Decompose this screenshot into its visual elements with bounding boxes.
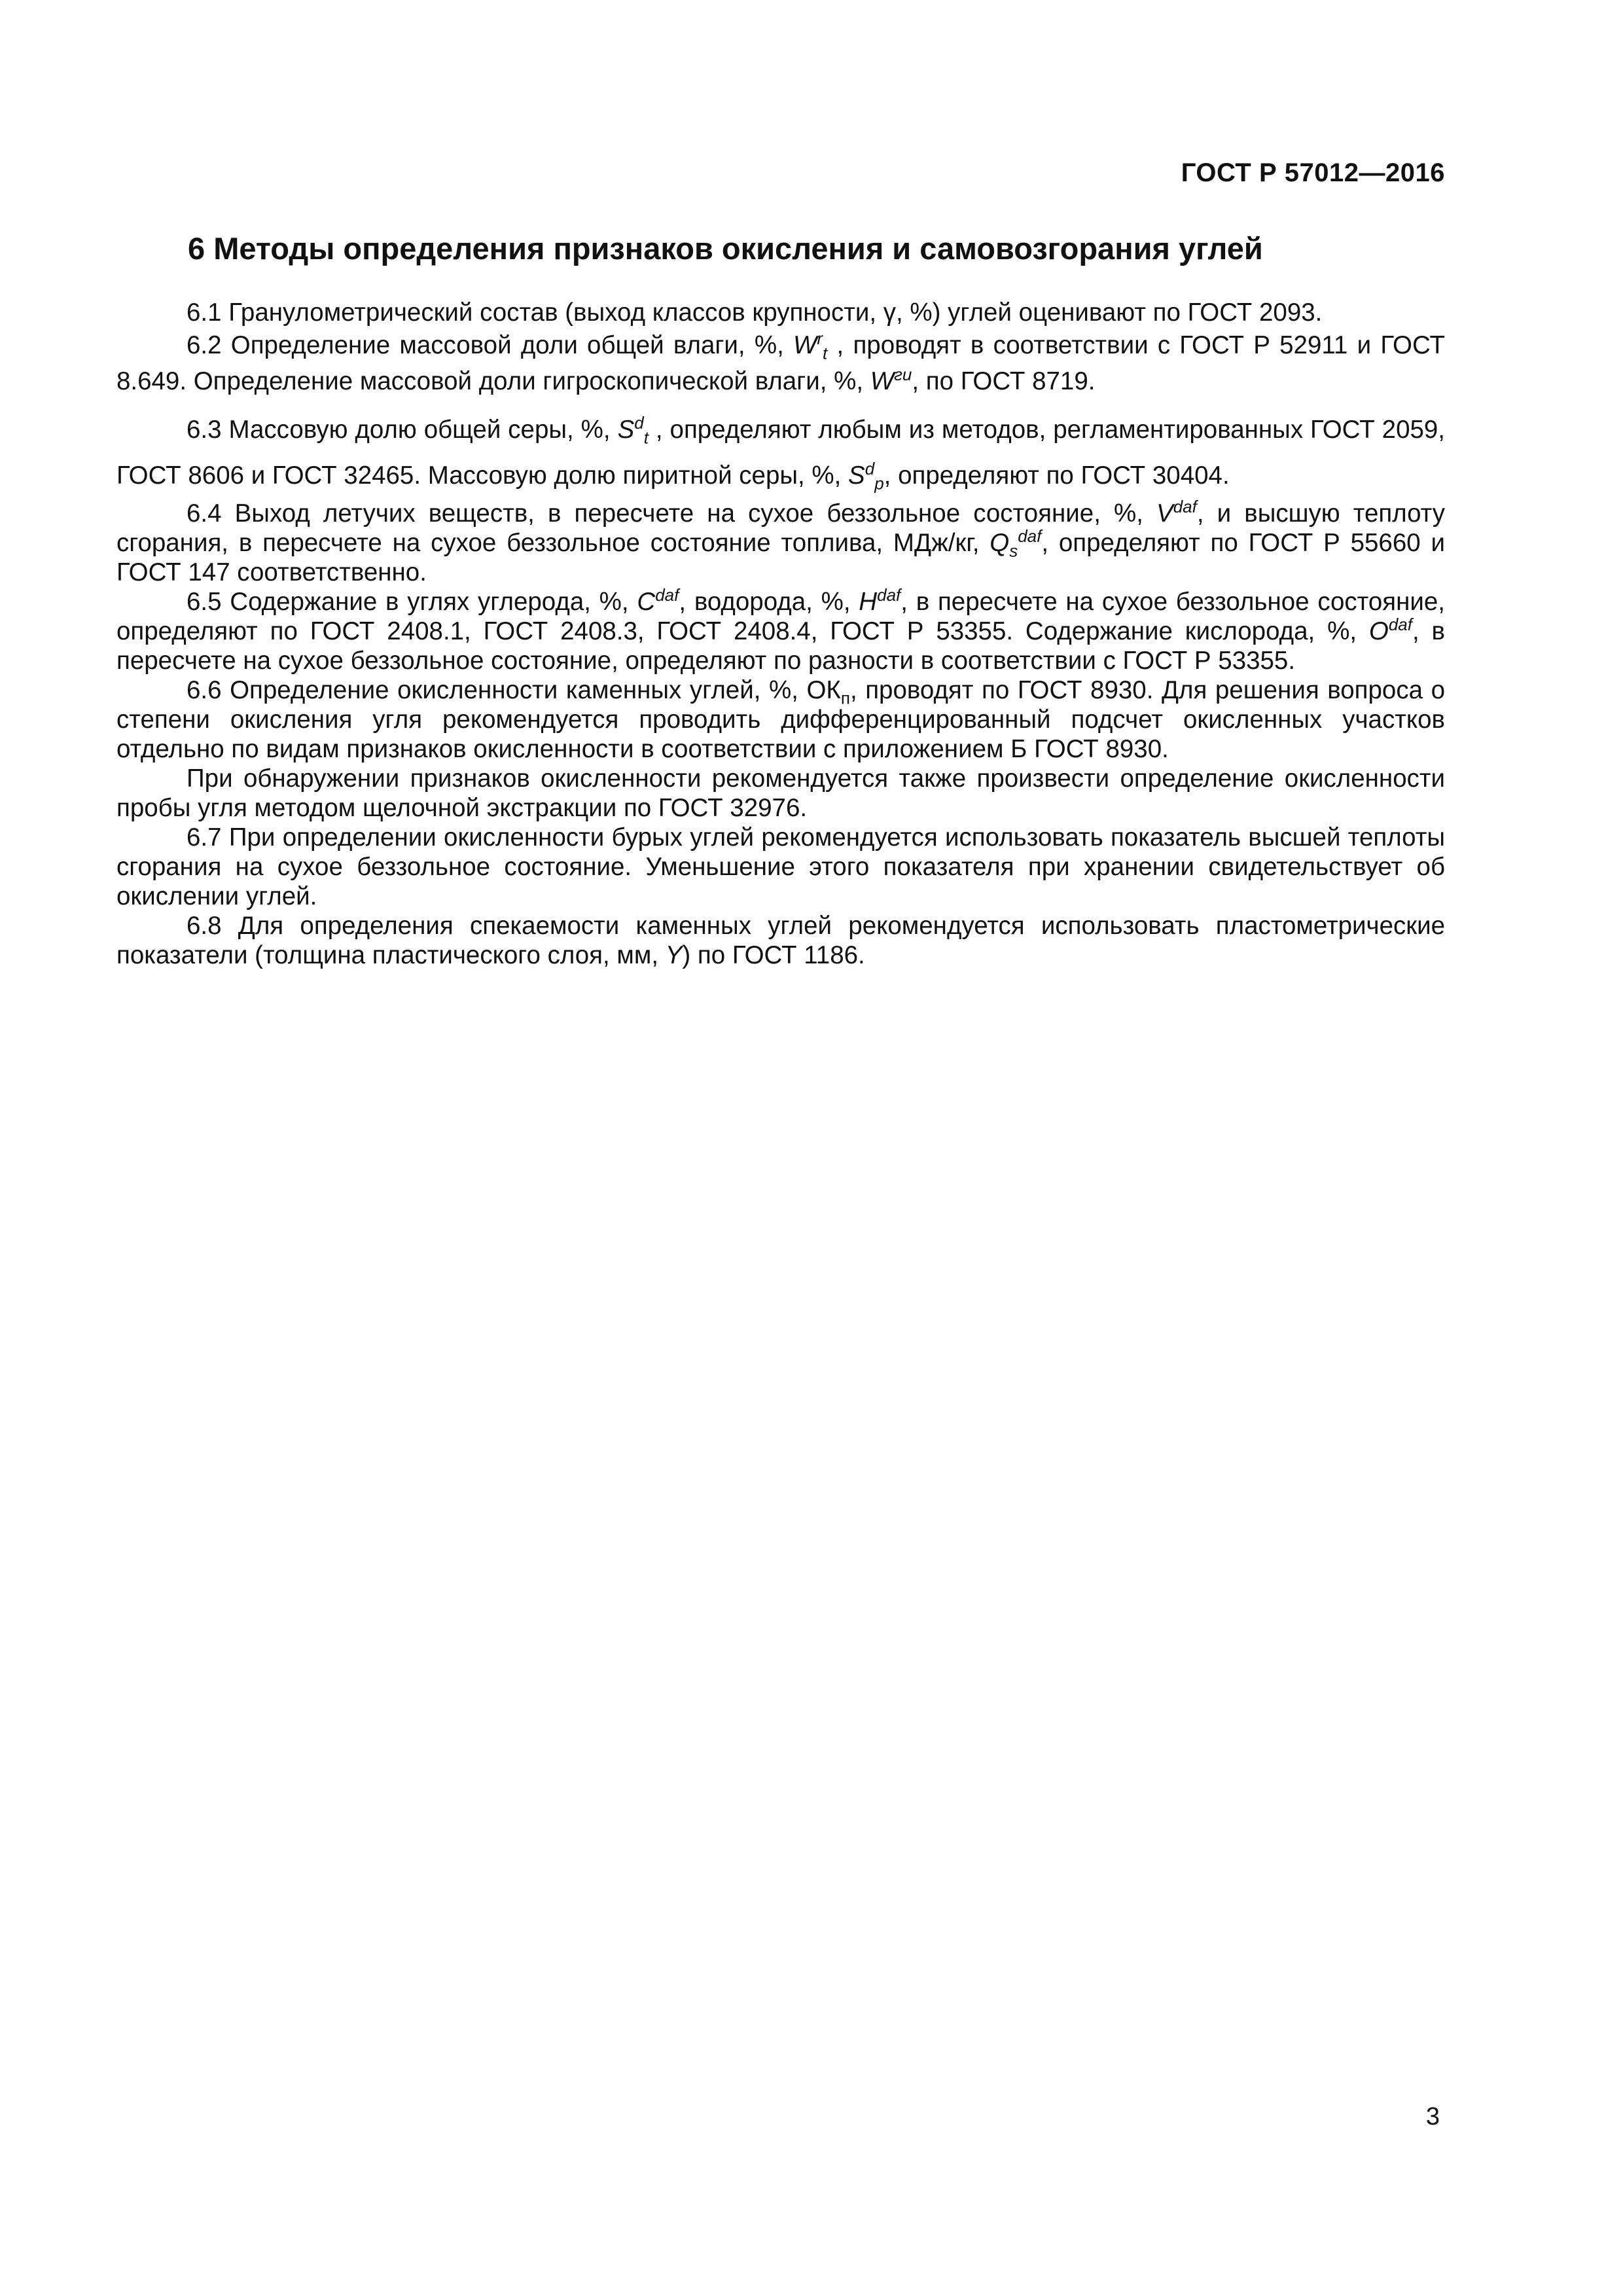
paragraph-6-8: 6.8 Для определения спекаемости каменных углей рекомендуется использовать пластометрические показатели (толщина пластического слоя, мм, Y) по ГОСТ 1186.: [116, 912, 1445, 969]
section-title: 6 Методы определения признаков окисления и самовозгорания углей: [188, 231, 1263, 266]
document-body: [116, 298, 1445, 970]
page-number: 3: [1425, 2103, 1440, 2130]
standard-header: ГОСТ Р 57012—2016: [1181, 158, 1445, 187]
paragraph-6-6-note: При обнаружении признаков окисленности рекомендуется также произвести определение окисленности пробы угля методом щелочной экстракции по ГОСТ 32976.: [116, 764, 1445, 822]
paragraph-6-6: 6.6 Определение окисленности каменных углей, %, $ОК_п$, проводят по ГОСТ 8930. Для решения вопроса о степени окисления угля рекомендуется проводить дифференцированный подсчет окисленных участков отдельно по видам признаков окисленности в соответствии с приложением Б ГОСТ 8930.: [116, 676, 1445, 763]
paragraph-6-7: 6.7 При определении окисленности бурых углей рекомендуется использовать показатель высшей теплоты сгорания на сухое беззольное состояние. Уменьшение этого показателя при хранении свидетельствует об окислении углей.: [116, 823, 1445, 910]
paragraph-6-3: 6.3 Массовую долю общей серы, %, $S^d_t$ , определяют любым из методов, регламентированных ГОСТ 2059, ГОСТ 8606 и ГОСТ 32465. Массовую долю пиритной серы, %, $S^d_p$, определяют по ГОСТ 30404.: [116, 413, 1446, 493]
paragraph-6-5: 6.5 Содержание в углях углерода, %, $C^{daf}$, водорода, %, $H^{daf}$, в пересчете на сухое беззольное состояние, определяют по ГОСТ 2408.1, ГОСТ 2408.3, ГОСТ 2408.4, ГОСТ Р 53355. Содержание кислорода, %, $O^{daf}$, в пересчете на сухое беззольное состояние, определяют по разности в соответствии с ГОСТ Р 53355.: [116, 585, 1446, 675]
paragraph-6-4: 6.4 Выход летучих веществ, в пересчете на сухое беззольное состояние, %, $V^{daf}$, и высшую теплоту сгорания, в пересчете на сухое беззольное состояние топлива, МДж/кг, $Q_s^{daf}$, определяют по ГОСТ Р 55660 и ГОСТ 147 соответственно.: [116, 497, 1445, 586]
paragraph-6-1: 6.1 Гранулометрический состав (выход классов крупности, γ, %) углей оценивают по ГОСТ 2093.: [187, 298, 1323, 327]
paragraph-6-2: 6.2 Определение массовой доли общей влаги, %, $W^r_t$ , проводят в соответствии с ГОСТ Р 52911 и ГОСТ 8.649. Определение массовой доли гигроскопической влаги, %, $W^{ги}$, по ГОСТ 8719.: [116, 329, 1445, 395]
